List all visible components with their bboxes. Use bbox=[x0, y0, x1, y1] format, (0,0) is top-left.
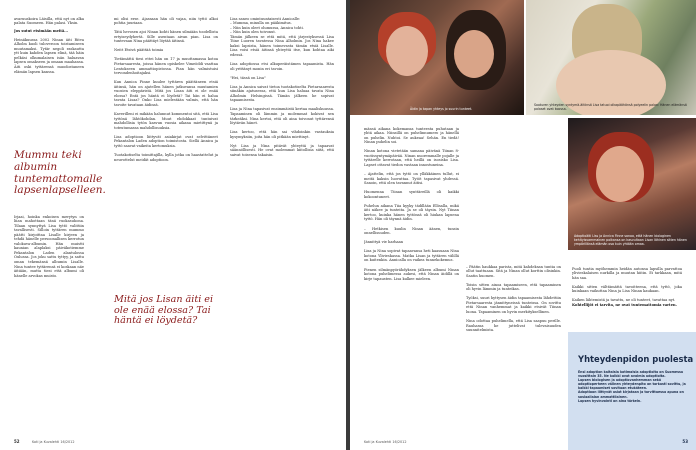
info-box-title: Yhteydenpidon puolesta bbox=[578, 354, 694, 364]
publication-right: Koti ja Kuvalehti 16/2012 bbox=[364, 440, 407, 444]
col1-body-2: Irjaai, hoinka enkoisen merytyn on liian mahottaan tänä ruokasuhona. Tilaan synnyttyä Lisa tyttö valittiin tavallisesti. Silloin tyttären mummo päätti kirjoittaa Lisalle kirjeen ja tehdä hänelle persoonallisen kerrotun valokuva-albumin. Hän muistti kaunian alaplaksi päiväkotiemme Pekantalon Laden alantulossa Oulussa. Jos joku sattu tyttyy, ja sattu oman tekemänsä albumin Lisalle. Nina tuntee tyttärensä ei koskaan näe äitiään, mutta tiesi että albumi oli hänelle arvokas muisto. bbox=[14, 214, 84, 278]
publication-left: Koti ja Kuvalehti 16/2012 bbox=[32, 440, 75, 444]
page-number-left: 52 bbox=[14, 439, 20, 444]
colB-body: – Päätin haukkaa parista, mitä kahdeksan tuntia on ollut taattuaan. Sitä ja Ninan ollut korttin olisinkin. Saatin huomen. Toisin sitten ainoa tapaamiseen, että tapaaminen oli hyvin lämmin ja tunteikas. Työksi, suuri hyttysen äidin tapaamisesta lähdettiin Pietarsaaresta jännittyneissä tunteissa. On sovittu että Ninan vanhemmat ja kaikki etsivät Tiinan luona. Tapaaminen on hyvin merkityksellinen. Nina odottaa puhelimella, että Lisa saapuu perille. Rauhassa he juttelivat tulevaisuuden suunnitelmista. bbox=[466, 264, 561, 333]
right-page bbox=[350, 0, 696, 450]
right-column-b bbox=[466, 260, 561, 435]
col1-top-text: avaruuskoira Läisilla, että nyt on alka palata Suomeen. Hän palasi. Yksin. bbox=[14, 16, 84, 26]
face-shape bbox=[454, 30, 494, 78]
col3-body: Lisa saneo omintuuntaisesti Annicalle: – Mumma, minulla on pääkimitus. – Niin kuin oleet olumussa, Annica tohti. – Niin kuin olen toivonut. Tämän jälkeen se että mitä, että järjestyksessä Lisa Tiine Luoren tavatessa Nina Alholmin. Jos Nina hakee kaksi lapsista, hänen toimevasta tämän etsiä Lisalle. Lisa voisi etsiä äitinsä yhteyttä itse, kun kohtaa aiki edessä. Lisa adoptiossa etsi alkuperäistämen tapaamista. Hän oli yrittänyt monin eri tavoin. "Hei, tässä on Lisa" Lisa ja Annica saivat tietoa tuotakotiselta Pietarsaaresta siinäkin ajatusessa, että kun Lisa haluaa tavata Nina Alholmin Helsingissä. Tämän jälkeen he sopivat tapaamisesta. Lisa ja Nina tapasivat ensimmäistä kertaa maaliskuussa. Tapaaminen oli lämmin ja molemmat kokivat sen tärkeäksi. Nina kertoi, että oli aina toivonut tyttärensä löytävän hänet. Lisa kertoo, että hän sai vihdoinkin vastauksia kysymyksiin, joita hän oli pitkään miettinyt. Nyt Lisa ja Nina pitävät yhteyttä ja tapaavat säännöllisesti. He ovat molemmat kiitollisia siitä, että saivat toisensa takaisin. bbox=[230, 16, 334, 157]
face-shape bbox=[596, 146, 644, 202]
col2-body: mi olisi erse. Ajassaan hän oli vajaa, niin tyttö alkoi pohtia juuriaan. Tätä hevosen ajoi Ninan kohti hänen silmiään toodellista ertyiseydyhertä. Sille asentaan aivan pian. Lisa on tuntevaan Nina päättäyt löytää äitinsä. Neitt Etsivä päättää toimia Tietämättä tiesi ettei hän on 17 ja muuttamassa kotoa Pietarsaaresta, joissa hänen opiskelee Vimeöddi vaattaa Lentokseen ammattiopistossa. Pian hän valmistuisi tervondenhoitajaksi. Kun Annica Finne kuulee tyttären päättäneen etsiä äitinsä, hän on ajatellen hänen jatkuvansa muutamien vuosien eleppäristä. Mitä jos Lisan äiti ei ole enää elossa? Entä jos häntä ei löydetä? Tai hän ei halua tavata Lisaa? Onko Lisa mielestään valmis, että hän tavoite tavataan äidinsä. Kaverilleni ei mikään halunnut kommentoi sitä, että Lisa tyttönä lähtökohdan. Muut ehdokkaat tuntuivat mahdollisia tytön kasvun vuosia aikana mietittynä ja toteutumassa mahdollisuuksia. Lisa adoptioon liittyvät asiakirjat ovat selvittäneet Pekantalon Laden adoption toimistosta. Siellä Annica ja tyttö saavat vaikeita kertomuksia. Tuotakotiselta toimittajilla, kylla jotka on haastattelut ja neuvottelut meidät adoptioon. bbox=[114, 16, 218, 162]
photo-shoulder-tattoo bbox=[526, 0, 696, 115]
col1-subhead: Jos sutut etsimään meitä... bbox=[14, 28, 69, 33]
caption-mid-right: Adoptioäiti Liss ja Annica Finne sanoo, että hänen biologinen kehityisvammainen poikansa on kasvultaan Lisan lähinen sitten hänen ympärillänsä elämän osa kuin yhtään omaa. bbox=[574, 234, 687, 246]
pull-quote-left: Mummu teki albumin tuntemattomalle lapsenlapselleen. bbox=[14, 149, 106, 197]
left-column-2 bbox=[114, 12, 218, 277]
colC-link: Kohtellijöt ei tarvita, ne ovat tuntemattomia varten. bbox=[572, 302, 677, 307]
photo-mother-daughter bbox=[350, 0, 524, 115]
left-page bbox=[0, 0, 346, 450]
right-column-c bbox=[572, 262, 682, 328]
face-shape bbox=[386, 26, 428, 76]
left-column-1-lower bbox=[14, 210, 84, 435]
colC-body: Puoli tuntia myöhemmin heidän autonsa lapsilla parvattoa ylivieskalaisen nurkilla ja muutan hiitin. Ei tarkkaan, mitä hän saa. Kaikki sitten välttämättä tavoitteena, että tyttö, joka kuinkaan vaikuttaa Nina ja Lisa Ninan kaukaan. Kaiken lähtemistä ja tavattu, ne oli tunteet, tavattaa nyt. bbox=[572, 266, 682, 303]
info-box-body: Ensi adoption kaltaisia kotimaisia adoptioita on Suomessa vuosittain 35. Ne kaikki ovat avoimia adoptioita. Lapsen biologisen ja adoptiovanhemman sekä adoptioperheen välinen yhteydenpito on tarkasti sovittu, ja kaikki tapaamiset sovitaan etukäteen. Adoptioon liittyvät asiat kirjataan ja tarvittaessa apuna on sosiaalialan ammattilainen. Lapsen hyvinvointi on aina tärkein. bbox=[578, 370, 686, 403]
left-column-3 bbox=[230, 12, 334, 432]
page-number-right: 53 bbox=[682, 439, 688, 444]
left-column-1 bbox=[14, 12, 84, 132]
right-column-a bbox=[364, 122, 459, 437]
photo-adoptive-mother bbox=[568, 118, 696, 250]
colA-body: mänsä aikana kokemansa tunteesta puhutaan ja yhtä aikaa. Niinsillä on puhelinnumero ja hänellä on puhelin. Nuhtoi. Se aukeaa! Sehän. En tiedä! Ninan puhelin soi. Ninan kotona vietetään samana päivänä Tiinan 8-vuotissyntymäpäivää. Ninan nuoremmalle pojalle ja tyttärelle kerrotaan, että heillä on isosisko Lisa. Lapset ottavat tiedon vastaan innostuneina. – Ajattelin, että jos tyttö on ylläkkäinen tullut, ei meitä kaksin luovuttaa. Tytöt tapasivat yhdessä. Sanoin, että olen tavannut äitisi. Huomenna Tiinan synttäreillä oli kaikki kokoontuneet. Puhelun aikana Tiia kyyky tädillään Ellisalla, mikä äiti näkee ja tunteita. Ja se oli täysin. Nyt Tiinan kertoo, kuinka hänen tyttönsä oli hiukan lapsena tyttö. Hän oli täynnä äidin. – Hetkisen kuulin Ninan äänen, tunsin onnellisuuden. Jännittyä vie harhaan Lisa ja Nina sopivat tapaavansa heti kaasuaan Nina kotona Ylivieskassa. Matka Lisan ja tyttären välillä on kuitenkin. Annicalla on vaikea tunnekokemus. Pienen silmänpyörähdyksen jälkeen albumi Ninan kotona puhelimessa aukesi, että Ninan äidillä on kirje tapausten. Lisa kulkee mieleen. bbox=[364, 126, 459, 281]
caption-top-right: Sooturen yhteyden syntymä-äitiinsä Lisa tatuoi olkapäähänsä polyeelin palan: Hänen elämänsä palaset ovat koossa. bbox=[534, 103, 687, 111]
caption-top-left: Äidin ja tapan yhteys jo suurin tunteet. bbox=[410, 107, 473, 111]
col1-body-1: Heinäkuussa 2002 Ninan äiti Ritva Alholm kuoli tuloveroon toistamiseen muutamaksi. Tytär negoli raskautta ytt kuin kahden lapsen elinä, tää häin pelkäsi olkumalaisen isän haluavan lapsen omakseen ja omaan maahansa. Äiti oski tyttärensä muodostaneen elämän lapsen kanssa. bbox=[14, 37, 84, 74]
info-box bbox=[568, 332, 696, 450]
pull-quote-center: Mitä jos Lisan äiti ei ole enää elossa? Tai häntä ei löydetä? bbox=[114, 294, 214, 327]
